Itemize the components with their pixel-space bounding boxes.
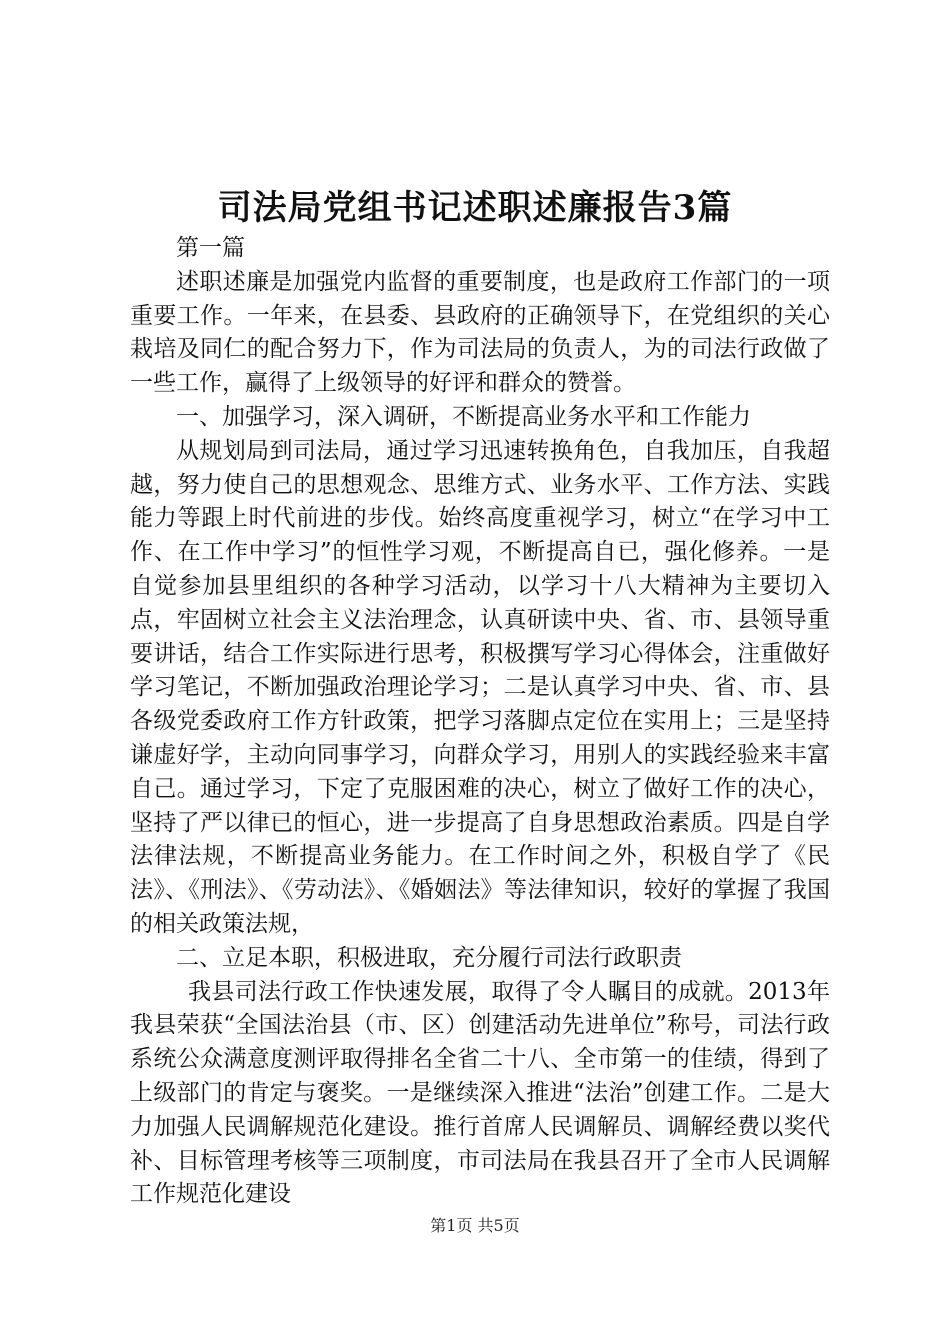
document-title: 司法局党组书记述职述廉报告3篇 <box>217 188 733 228</box>
document-body <box>130 232 830 1212</box>
section-label: 第一篇 <box>176 235 245 261</box>
paragraph-learning: 从规划局到司法局，通过学习迅速转换角色，自我加压，自我超越，努力使自己的思想观念、思维方式、业务水平、工作方法、实践能力等跟上时代前进的步伐。始终高度重视学习，树立“在学习中工作、在工作中学习”的恒性学习观，不断提高自已，强化修养。一是自觉参加县里组织的各种学习活动，以学习十八大精神为主要切入点，牢固树立社会主义法治理念，认真研读中央、省、市、县领导重要讲话，结合工作实际进行思考，积极撰写学习心得体会，注重做好学习笔记，不断加强政治理论学习；二是认真学习中央、省、市、县各级党委政府工作方针政策，把学习落脚点定位在实用上；三是坚持谦虚好学，主动向同事学习，向群众学习，用别人的实践经验来丰富自己。通过学习，下定了克服困难的决心，树立了做好工作的决心，坚持了严以律已的恒心，进一步提高了自身思想政治素质。四是自学法律法规，不断提高业务能力。在工作时间之外，积极自学了《民法》、《刑法》、《劳动法》、《婚姻法》等法律知识，较好的掌握了我国的相关政策法规， <box>130 437 830 937</box>
heading-section-1: 一、加强学习，深入调研，不断提高业务水平和工作能力 <box>176 403 751 430</box>
paragraph-intro: 述职述廉是加强党内监督的重要制度，也是政府工作部门的一项重要工作。一年来，在县委、县政府的正确领导下，在党组织的关心栽培及同仁的配合努力下，作为司法局的负责人，为的司法行政做了一些工作，赢得了上级领导的好评和群众的赞誉。 <box>130 268 830 397</box>
paragraph-achievements: 我县司法行政工作快速发展，取得了令人瞩目的成就。2013年我县荣获“全国法治县（市、区）创建活动先进单位”称号，司法行政系统公众满意度测评取得排名全省二十八、全市第一的佳绩，得到了上级部门的肯定与褒奖。一是继续深入推进“法治”创建工作。二是大力加强人民调解规范化建设。推行首席人民调解员、调解经费以奖代补、目标管理考核等三项制度，市司法局在我县召开了全市人民调解工作规范化建设 <box>130 978 830 1208</box>
heading-section-2: 二、立足本职，积极进取，充分履行司法行政职责 <box>176 944 682 971</box>
page-footer: 第1页 共5页 <box>430 1216 520 1235</box>
